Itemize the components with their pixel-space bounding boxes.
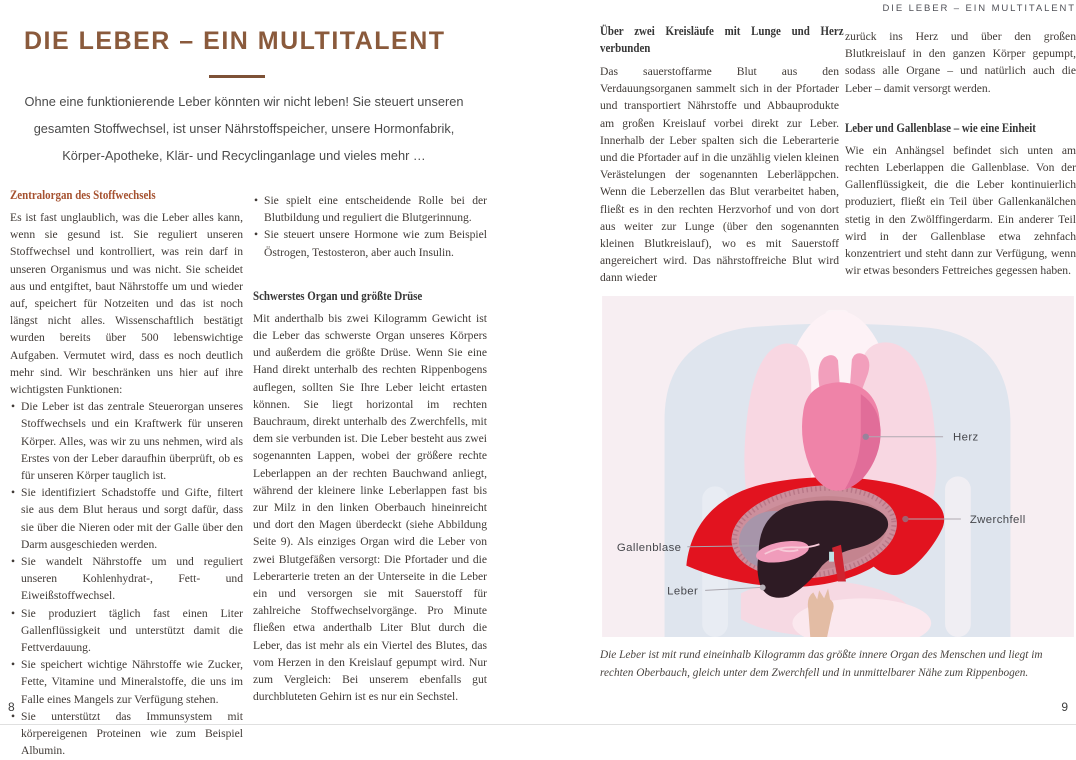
left-page-column-2 <box>253 186 487 705</box>
body-paragraph: zurück ins Herz und über den großen Blutkreislauf in den ganzen Körper gepumpt, sodass alle Organe – und natürlich auch die Leber – damit versorgt werden. <box>845 30 1076 95</box>
list-item: • Die Leber ist das zentrale Steuerorgan unseres Stoffwechsels und ein Kraftwerk für unseren Körper. Alles, was wir zu uns nehmen, wird als Erstes von der Leber daraufhin überprüft, ob es für unseren Körper tauglich ist. <box>10 398 243 484</box>
body-paragraph: Wie ein Anhängsel befindet sich unten am rechten Leberlappen die Gallenblase. Von der Gallenflüssigkeit, die die Leber kontinuierlich produziert, fließt ein Teil über Gallenkanälchen stetig in den Zwölffingerdarm. Ein anderer Teil wird in der Gallenblase etwa zehnfach konzentriert und steht dann zur Verfügung, wenn wir etwas besonders Fettreiches gegessen haben. <box>845 143 1076 278</box>
running-header: DIE LEBER – EIN MULTITALENT <box>882 3 1076 14</box>
zwerchfell-leader-dot <box>902 516 908 522</box>
page-number-left: 8 <box>8 700 15 714</box>
label-herz: Herz <box>952 431 979 444</box>
chapter-lead-paragraph: Ohne eine funktionierende Leber könnten wir nicht leben! Sie steuert unseren gesamten Stoffwechsel, ist unser Nährstoffspeicher, unsere Hormonfabrik, Körper-Apotheke, Klär- und Recyclinganlage und vieles mehr … <box>24 94 464 163</box>
section-heading-gallenblase: Leber und Gallenblase – wie eine Einheit <box>845 119 1036 135</box>
body-paragraph: Mit anderthalb bis zwei Kilogramm Gewicht ist die Leber das schwerste Organ unseres Körpers und außerdem die größte Drüse. Wenn Sie eine Hand direkt unterhalb des rechten Rippenbogens auflegen, sollten Sie Ihre Leber leicht ertasten können. Sie liegt horizontal im rechten Bauchraum, direkt unterhalb des Zwerchfells, mit dem sie verbunden ist. Die Leber besteht aus zwei sogenannten Lappen, wobei der größere rechte Leberlappen an der rechten Bauchwand anliegt, während der kleinere linke Leberlappen fast bis zur Milz in den linken Oberbauch hineinreicht und dort den Magen überdeckt (siehe Abbildung Seite 9). Als einziges Organ wird die Leber von zwei Blutgefäßen versorgt: Die Pfortader und die Leberarterie treten an der Unterseite in die Leber ein und versorgen sie mit Sauerstoff für zahlreiche Stoffwechselvorgänge. Pro Minute fließen etwa anderthalb Liter Blut durch die Leber, das ist mehr als ein Viertel des Blutes, das vom Herzen in den Kreislauf gepumpt wird. Nur zum Vergleich: Bei unserem ebenfalls gut durchbluteten Gehirn ist es nur ein Sechstel. <box>253 311 487 704</box>
list-item: • Sie unterstützt das Immunsystem mit körpereigenen Proteinen wie zum Beispiel Albumin. <box>10 708 243 760</box>
left-page-column-1 <box>10 186 243 760</box>
page-number-right: 9 <box>1061 700 1068 714</box>
list-item: • Sie spielt eine entscheidende Rolle bei der Blutbildung und reguliert die Blutgerinnung. <box>253 192 487 226</box>
leber-leader-dot <box>760 584 766 590</box>
section-heading-schwerstes-organ: Schwerstes Organ und größte Drüse <box>253 287 423 303</box>
section-heading-zentralorgan: Zentralorgan des Stoffwechsels <box>10 187 156 202</box>
label-zwerchfell: Zwerchfell <box>969 514 1026 527</box>
title-divider <box>209 75 265 78</box>
herz-leader-dot <box>863 434 869 440</box>
list-item: • Sie wandelt Nährstoffe um und reguliert unseren Kohlenhydrat-, Fett- und Eiweißstoffwechsel. <box>10 553 243 605</box>
duct-teal <box>829 552 834 562</box>
list-item: • Sie steuert unsere Hormone wie zum Beispiel Östrogen, Testosteron, aber auch Insulin. <box>253 226 487 260</box>
body-paragraph: Es ist fast unglaublich, was die Leber alles kann, wenn sie gesund ist. Sie reguliert unseren Stoffwechsel und kontrolliert, was rein darf in unseren Organismus und was nicht. Sie scheidet aus und entgiftet, baut Nährstoffe um und wieder auf, speichert für Notzeiten und das ist noch längst nicht alles. Wissenschaftlich bestätigt wurden bereits über 500 lebenswichtige Aufgaben. Vermutet wird, dass es noch deutlich mehr sind. Wir beschränken uns hier auf ihre wichtigsten Funktionen: <box>10 211 243 397</box>
list-item: • Sie produziert täglich fast einen Liter Gallenflüssigkeit und unterstützt damit die Fettverdauung. <box>10 605 243 657</box>
liver-anatomy-illustration <box>600 296 1076 637</box>
right-page-column-2 <box>845 22 1076 279</box>
body-paragraph: Das sauerstoffarme Blut aus den Verdauungsorganen sammelt sich in der Pfortader und transportiert Nährstoffe und Abbauprodukte am großen Kreislauf vorbei direkt zur Leber. Innerhalb der Leber spalten sich die Leberarterie und die Pfortader auf in die unzählig vielen kleinen Verästelungen der sogenannten Leberläppchen. Wenn die Leberzellen das Blut verarbeitet haben, fließt es in den rechten Herzvorhof und von dort aus weiter zur Lunge (über den sogenannten kleinen Blutkreislauf), wo es mit Sauerstoff angereichert wird. Das nährstoffreiche Blut wird dann wieder <box>600 65 839 285</box>
liver-functions-list-continued <box>253 186 487 261</box>
chapter-title: DIE LEBER – EIN MULTITALENT <box>24 27 446 55</box>
liver-functions-list <box>10 398 243 759</box>
list-item: • Sie identifiziert Schadstoffe und Gifte, filtert sie aus dem Blut heraus und sorgt dafür, dass sie über die Nieren oder mit der Galle über den Darm ausgeschieden werden. <box>10 484 243 553</box>
label-gallenblase: Gallenblase <box>616 541 682 554</box>
list-item: • Sie speichert wichtige Nährstoffe wie Zucker, Fette, Vitamine und Mineralstoffe, die uns im Falle eines Mangels zur Verfügung stehen. <box>10 656 243 708</box>
label-leber: Leber <box>667 585 699 598</box>
figure-caption: Die Leber ist mit rund eineinhalb Kilogramm das größte innere Organ des Menschen und liegt im rechten Oberbauch, gleich unter dem Zwerchfell und in unmittelbarer Nähe zum Rippenbogen. <box>600 649 1043 679</box>
arm-shade-right <box>945 476 971 637</box>
right-page-column-1 <box>600 22 844 287</box>
section-heading-kreislaeufe: Über zwei Kreisläufe mit Lunge und Herz verbunden <box>600 23 844 55</box>
